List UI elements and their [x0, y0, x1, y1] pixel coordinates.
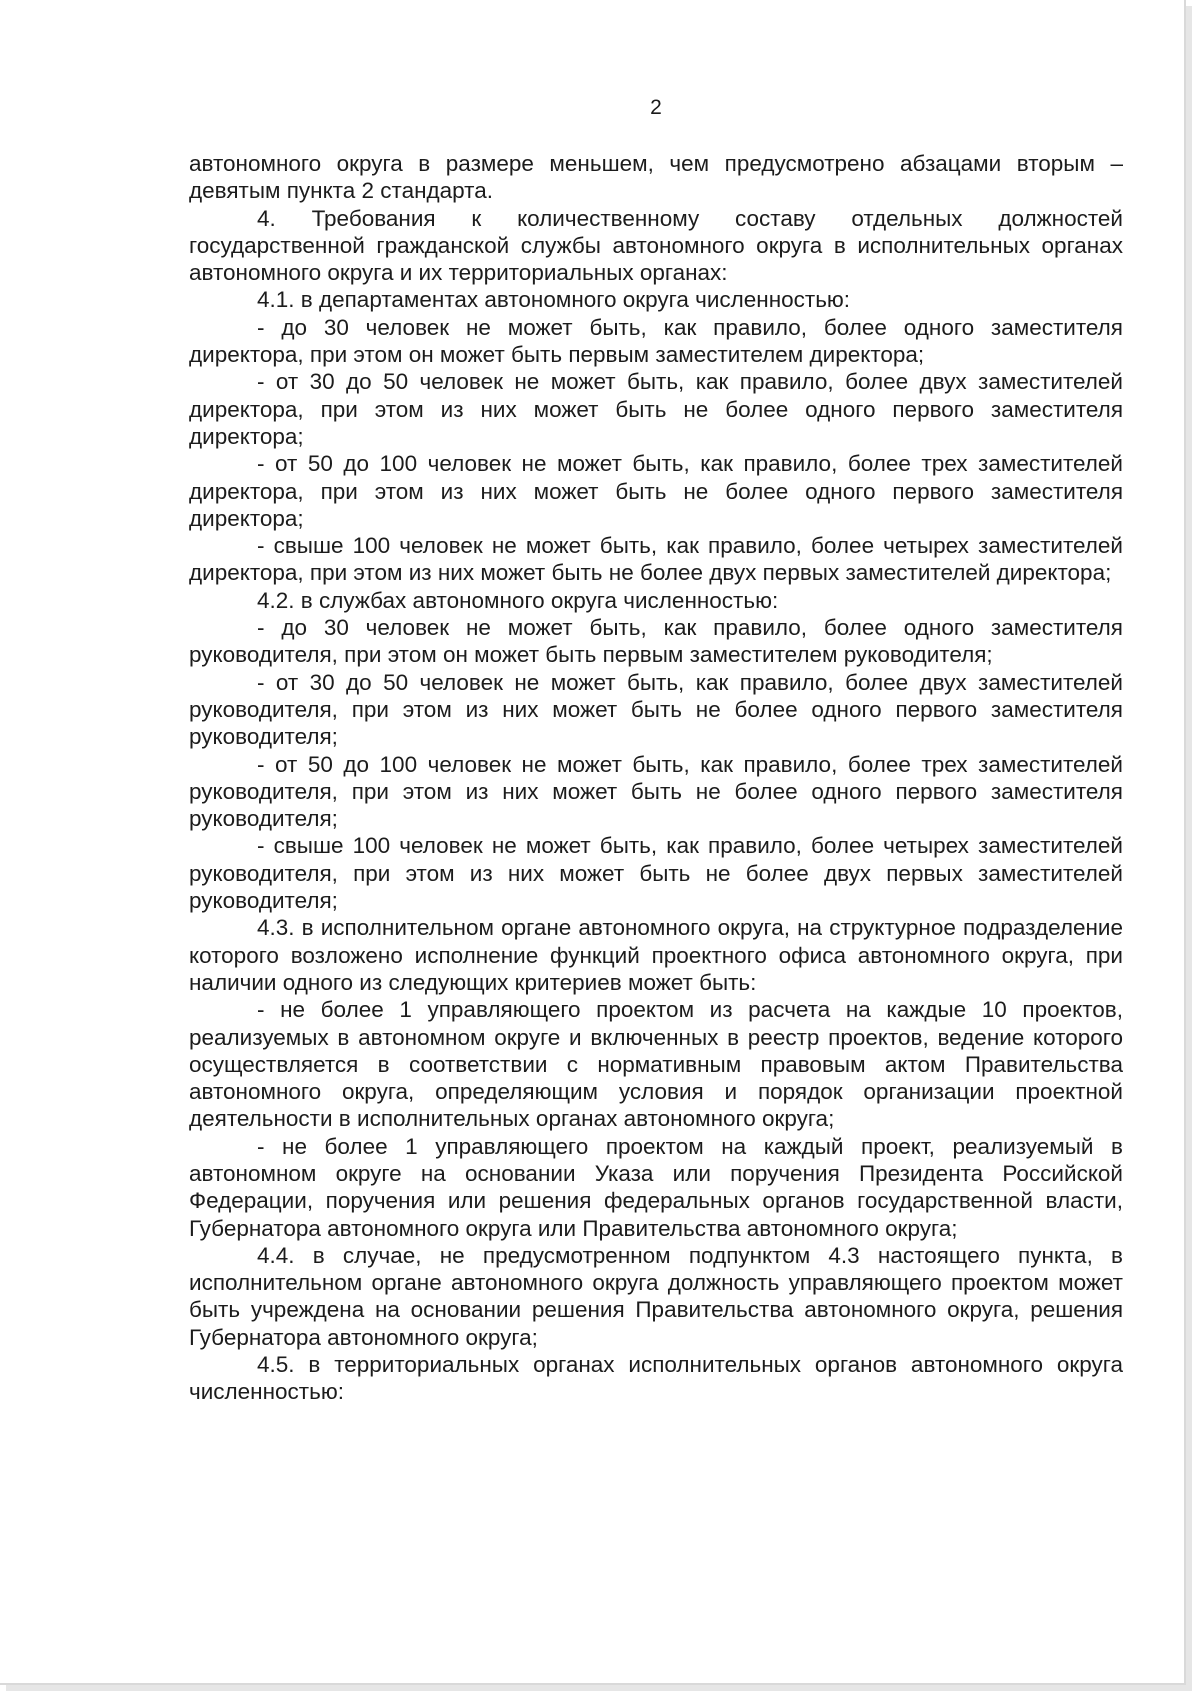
paragraph: - от 30 до 50 человек не может быть, как правило, более двух заместителей директора, при этом из них может быть не более одного первого заместителя директора; [189, 369, 1123, 449]
paragraph: 4.3. в исполнительном органе автономного округа, на структурное подразделение которого возложено исполнение функций проектного офиса автономного округа, при наличии одного из следующих критериев может быть: [189, 915, 1123, 995]
paragraph: 4.1. в департаментах автономного округа численностью: [257, 287, 851, 313]
paragraph: автономного округа в размере меньшем, чем предусмотрено абзацами вторым – девятым пункта 2 стандарта. [189, 151, 1123, 204]
paragraph: - от 30 до 50 человек не может быть, как правило, более двух заместителей руководителя, при этом из них может быть не более одного первого заместителя руководителя; [189, 669, 1123, 750]
paragraph: - свыше 100 человек не может быть, как правило, более четырех заместителей руководителя, при этом из них может быть не более двух первых заместителей руководителя; [189, 833, 1123, 914]
paragraph: - свыше 100 человек не может быть, как правило, более четырех заместителей директора, при этом из них может быть не более двух первых заместителей директора; [189, 533, 1123, 586]
paragraph: 4. Требования к количественному составу отдельных должностей государственной гражданской службы автономного округа в исполнительных органах автономного округа и их территориальных органах: [189, 205, 1123, 286]
paragraph: - от 50 до 100 человек не может быть, как правило, более трех заместителей директора, при этом из них может быть не более одного первого заместителя директора; [189, 451, 1123, 531]
paragraph: 4.4. в случае, не предусмотренном подпунктом 4.3 настоящего пункта, в исполнительном органе автономного округа должность управляющего проектом может быть учреждена на основании решения Правительства автономного округа, решения Губернатора автономного округа; [189, 1242, 1123, 1350]
paragraph: 4.5. в территориальных органах исполнительных органов автономного округа численностью: [189, 1352, 1123, 1405]
paragraph: 4.2. в службах автономного округа численностью: [257, 587, 779, 613]
paragraph: - до 30 человек не может быть, как правило, более одного заместителя директора, при этом он может быть первым заместителем директора; [189, 314, 1123, 368]
document-body [189, 150, 1123, 1406]
paragraph: - от 50 до 100 человек не может быть, как правило, более трех заместителей руководителя, при этом из них может быть не более одного первого заместителя руководителя; [189, 751, 1123, 832]
paragraph: - до 30 человек не может быть, как правило, более одного заместителя руководителя, при этом он может быть первым заместителем руководителя; [189, 615, 1123, 668]
paragraph: - не более 1 управляющего проектом на каждый проект, реализуемый в автономном округе на основании Указа или поручения Президента Российской Федерации, поручения или решения федеральных органов государственной власти, Губернатора автономного округа или Правительства автономного округа; [189, 1133, 1123, 1241]
paragraph: - не более 1 управляющего проектом из расчета на каждые 10 проектов, реализуемых в автономном округе и включенных в реестр проектов, ведение которого осуществляется в соответствии с нормативным правовым актом Правительства автономного округа, определяющим условия и порядок организации проектной деятельности в исполнительных органах автономного округа; [189, 997, 1123, 1132]
page-number: 2 [650, 96, 662, 119]
